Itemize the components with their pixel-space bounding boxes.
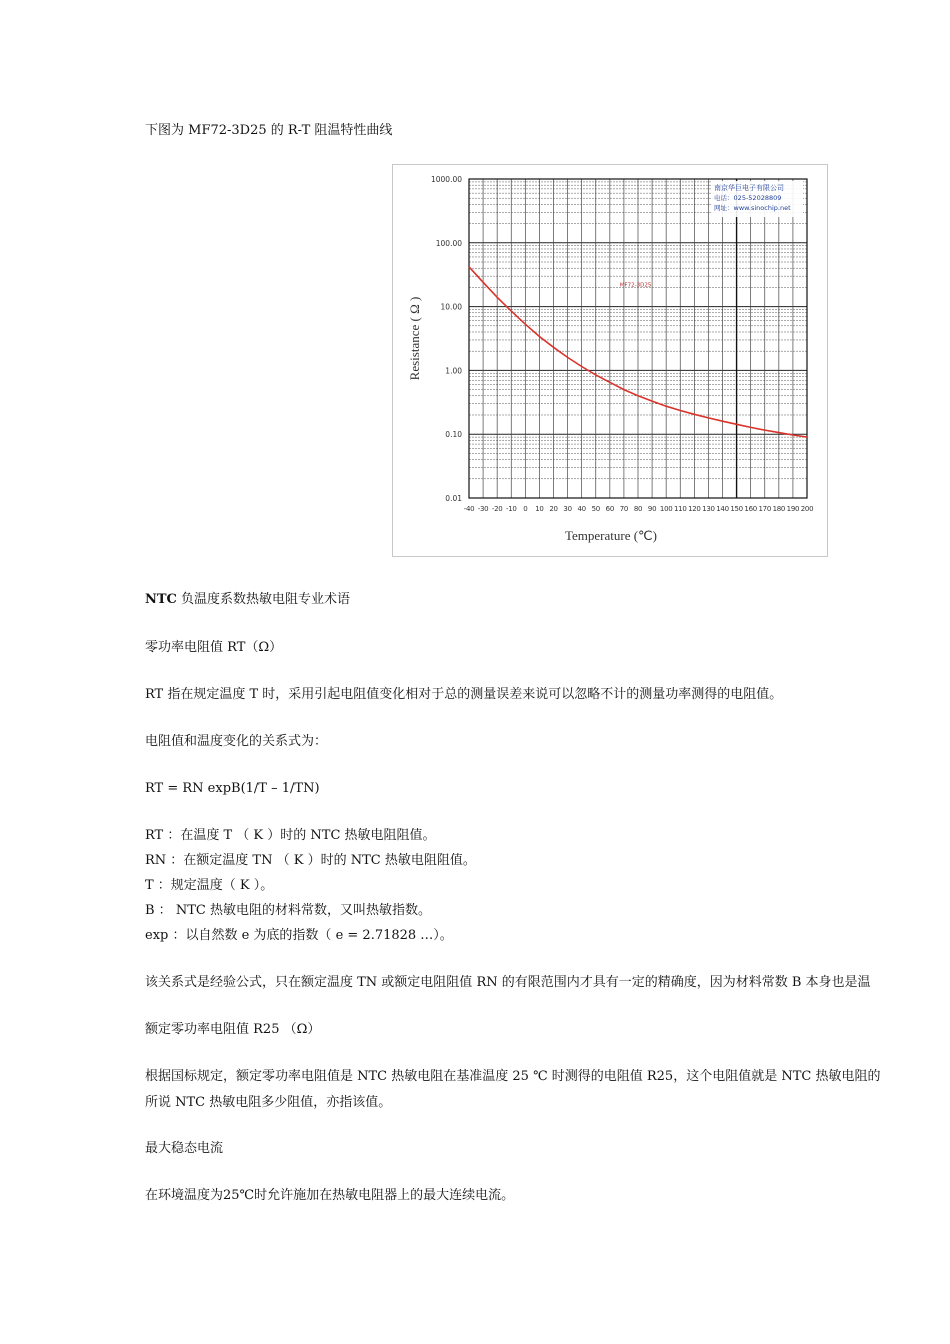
- x-tick-label: 30: [563, 505, 572, 513]
- x-tick-label: 20: [549, 505, 558, 513]
- y-tick-label: 1.00: [445, 366, 462, 376]
- x-tick-label: 60: [605, 505, 614, 513]
- company-name: 南京华巨电子有限公司: [714, 184, 785, 192]
- y-tick-label: 0.01: [445, 494, 462, 503]
- x-tick-label: 80: [633, 505, 643, 513]
- x-tick-label: -30: [477, 505, 489, 513]
- x-tick-label: 190: [786, 505, 800, 513]
- definition-t: T ：规定温度（ K ）。: [145, 878, 274, 893]
- x-tick-label: 110: [674, 505, 687, 513]
- series-label-mf72-3d25: MF72-3D25: [619, 282, 652, 289]
- y-axis-label: Resistance ( Ω ): [407, 296, 422, 381]
- x-tick-label: -40: [463, 505, 475, 513]
- intro-text: 下图为 MF72-3D25 的 R-T 阻温特性曲线: [145, 123, 393, 138]
- heading-r25: 额定零功率电阻值 R25 （Ω）: [145, 1022, 321, 1037]
- x-tick-label: -10: [505, 505, 517, 513]
- x-tick-label: 200: [800, 505, 814, 513]
- formula: RT = RN expB(1/T – 1/TN): [145, 781, 320, 796]
- x-tick-label: 70: [619, 505, 629, 513]
- x-tick-label: 40: [577, 505, 586, 513]
- section-title: [145, 592, 350, 608]
- paragraph-empirical: 该关系式是经验公式，只在额定温度 TN 或额定电阻阻值 RN 的有限范围内才具有一定的精确度，因为材料常数 B 本身也是温: [145, 975, 871, 990]
- x-tick-label: 160: [744, 505, 757, 513]
- paragraph-max-current: 在环境温度为25℃时允许施加在热敏电阻器上的最大连续电流。: [145, 1188, 515, 1203]
- heading-rt: 零功率电阻值 RT（Ω）: [145, 640, 283, 655]
- heading-max-current: 最大稳态电流: [145, 1141, 224, 1156]
- x-tick-label: 130: [702, 505, 715, 513]
- definition-rt: RT ：在温度 T （ K ）时的 NTC 热敏电阻阻值。: [145, 828, 436, 843]
- x-tick-label: 140: [716, 505, 729, 513]
- y-tick-label: 0.10: [445, 430, 462, 440]
- company-phone: 电话：025-52028809: [714, 194, 782, 202]
- x-tick-label: 150: [730, 505, 743, 513]
- x-tick-label: -20: [491, 505, 503, 513]
- x-tick-label: 100: [659, 505, 673, 513]
- definition-b: B ： NTC 热敏电阻的材料常数，又叫热敏指数。: [145, 903, 431, 918]
- y-tick-label: 100.00: [435, 238, 462, 248]
- paragraph-r25-line2: 所说 NTC 热敏电阻多少阻值，亦指该值。: [145, 1095, 392, 1110]
- y-tick-label: 1000.00: [430, 175, 462, 184]
- x-tick-label: 0: [523, 505, 528, 513]
- x-tick-label: 180: [772, 505, 786, 513]
- company-website: 网址：www.sinochip.net: [714, 204, 791, 212]
- rt-curve-figure: [392, 164, 828, 557]
- section-title-ntc: NTC: [145, 592, 177, 607]
- paragraph-r25-line1: 根据国标规定，额定零功率电阻值是 NTC 热敏电阻在基准温度 25 ℃ 时测得的电阻值 R25，这个电阻值就是 NTC 热敏电阻的: [145, 1069, 881, 1084]
- definition-rn: RN ：在额定温度 TN （ K ）时的 NTC 热敏电阻阻值。: [145, 853, 476, 868]
- x-tick-label: 170: [758, 505, 771, 513]
- y-tick-label: 10.00: [440, 302, 462, 312]
- paragraph-relation: 电阻值和温度变化的关系式为：: [145, 734, 328, 749]
- x-tick-label: 120: [688, 505, 701, 513]
- rt-chart: [393, 165, 829, 558]
- paragraph-rt: RT 指在规定温度 T 时，采用引起电阻值变化相对于总的测量误差来说可以忽略不计的测量功率测得的电阻值。: [145, 687, 783, 702]
- x-tick-label: 10: [535, 505, 544, 513]
- section-title-rest: 负温度系数热敏电阻专业术语: [176, 592, 351, 607]
- x-tick-label: 50: [591, 505, 600, 513]
- x-tick-label: 90: [647, 505, 657, 513]
- x-axis-label: Temperature (℃): [564, 528, 658, 543]
- definition-exp: exp ：以自然数 e 为底的指数（ e = 2.71828 …）。: [145, 928, 453, 943]
